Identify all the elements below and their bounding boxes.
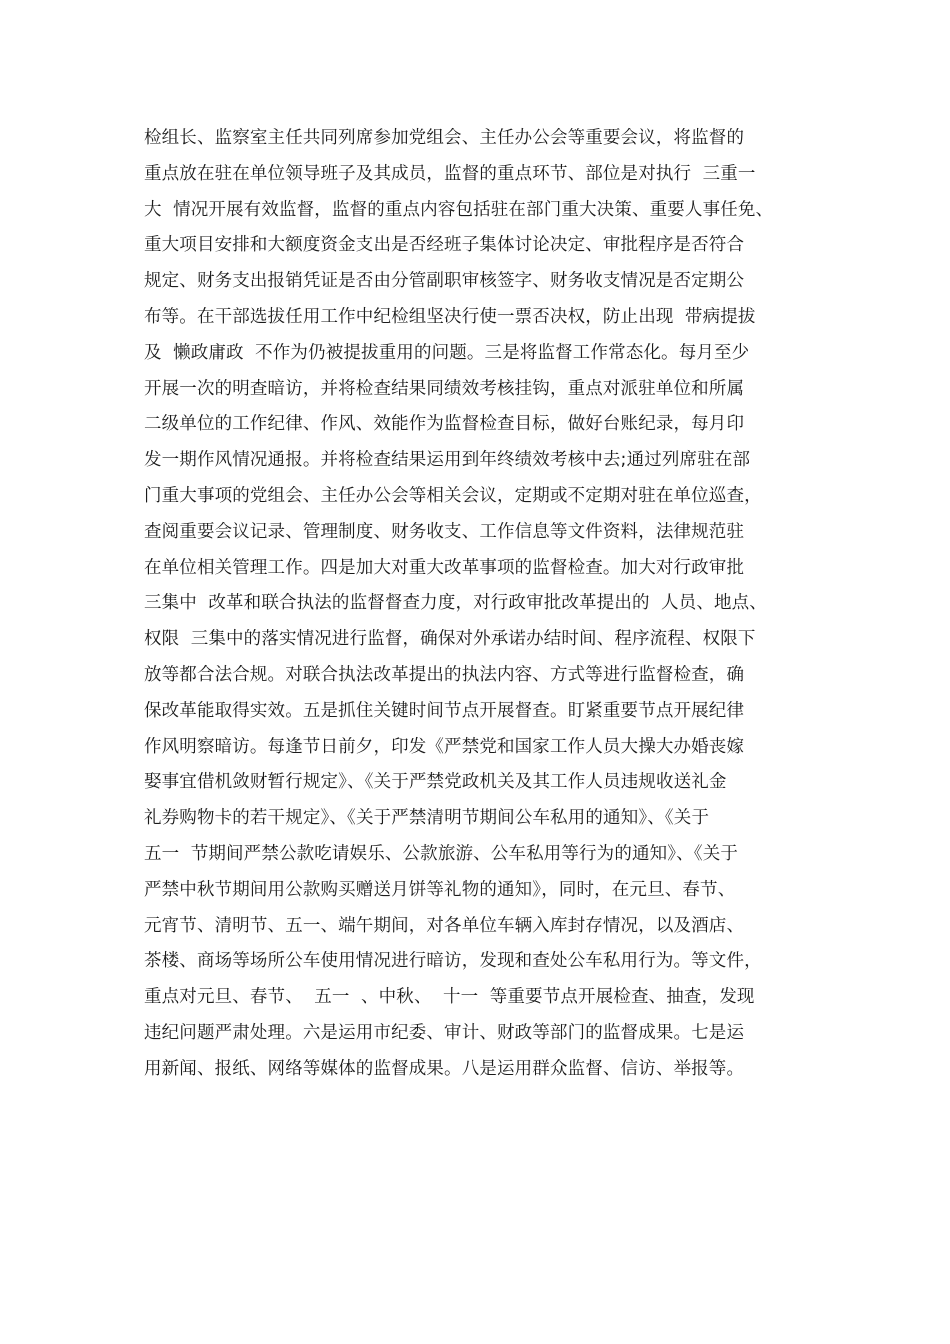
text-line: 在单位相关管理工作。四是加大对重大改革事项的监督检查。加大对行政审批 bbox=[144, 557, 745, 578]
text-line: 门重大事项的党组会、主任办公会等相关会议，定期或不定期对驻在单位巡查， bbox=[144, 485, 762, 506]
text-line: 作风明察暗访。每逢节日前夕，印发《严禁党和国家工作人员大操大办婚丧嫁 bbox=[144, 736, 745, 757]
text-line: 重大项目安排和大额度资金支出是否经班子集体讨论决定、审批程序是否符合 bbox=[144, 235, 745, 256]
text-line: 礼券购物卡的若干规定》、《关于严禁清明节期间公车私用的通知》、《关于 bbox=[144, 808, 710, 829]
text-line: 大 情况开展有效监督，监督的重点内容包括驻在部门重大决策、重要人事任免、 bbox=[144, 199, 774, 220]
text-line: 娶事宜借机敛财暂行规定》、《关于严禁党政机关及其工作人员违规收送礼金 bbox=[144, 772, 727, 793]
text-line: 布等。在干部选拔任用工作中纪检组坚决行使一票否决权，防止出现 带病提拔 bbox=[144, 306, 756, 327]
text-line: 开展一次的明查暗访，并将检查结果同绩效考核挂钩，重点对派驻单位和所属 bbox=[144, 378, 745, 399]
text-line: 三集中 改革和联合执法的监督督查力度，对行政审批改革提出的 人员、地点、 bbox=[144, 593, 767, 614]
text-line: 茶楼、商场等场所公车使用情况进行暗访，发现和查处公车私用行为。等文件， bbox=[144, 951, 762, 972]
text-line: 严禁中秋节期间用公款购买赠送月饼等礼物的通知》，同时，在元旦、春节、 bbox=[144, 879, 736, 900]
text-line: 发一期作风情况通报。并将检查结果运用到年终绩效考核中去;通过列席驻在部 bbox=[144, 450, 751, 471]
text-line: 重点对元旦、春节、 五一 、中秋、 十一 等重要节点开展检查、抽查，发现 bbox=[144, 987, 755, 1008]
text-line: 规定、财务支出报销凭证是否由分管副职审核签字、财务收支情况是否定期公 bbox=[144, 271, 745, 292]
text-line: 放等都合法合规。对联合执法改革提出的执法内容、方式等进行监督检查，确 bbox=[144, 664, 745, 685]
text-line: 二级单位的工作纪律、作风、效能作为监督检查目标，做好台账纪录，每月印 bbox=[144, 414, 745, 435]
text-line: 元宵节、清明节、五一、端午期间，对各单位车辆入库封存情况，以及酒店、 bbox=[144, 915, 745, 936]
text-line: 检组长、监察室主任共同列席参加党组会、主任办公会等重要会议，将监督的 bbox=[144, 128, 745, 148]
text-line: 重点放在驻在单位领导班子及其成员，监督的重点环节、部位是对执行 三重一 bbox=[144, 163, 756, 184]
text-line: 五一 节期间严禁公款吃请娱乐、公款旅游、公车私用等行为的通知》、《关于 bbox=[144, 843, 739, 864]
text-line: 保改革能取得实效。五是抓住关键时间节点开展督查。盯紧重要节点开展纪律 bbox=[144, 700, 745, 721]
text-line: 查阅重要会议记录、管理制度、财务收支、工作信息等文件资料，法律规范驻 bbox=[144, 521, 745, 542]
text-line: 及 懒政庸政 不作为仍被提拔重用的问题。三是将监督工作常态化。每月至少 bbox=[144, 342, 750, 363]
text-line: 违纪问题严肃处理。六是运用市纪委、审计、财政等部门的监督成果。七是运 bbox=[144, 1022, 745, 1043]
text-line: 权限 三集中的落实情况进行监督，确保对外承诺办结时间、程序流程、权限下 bbox=[144, 629, 756, 650]
body-paragraph bbox=[144, 121, 824, 1088]
text-line: 用新闻、报纸、网络等媒体的监督成果。八是运用群众监督、信访、举报等。 bbox=[144, 1058, 745, 1079]
